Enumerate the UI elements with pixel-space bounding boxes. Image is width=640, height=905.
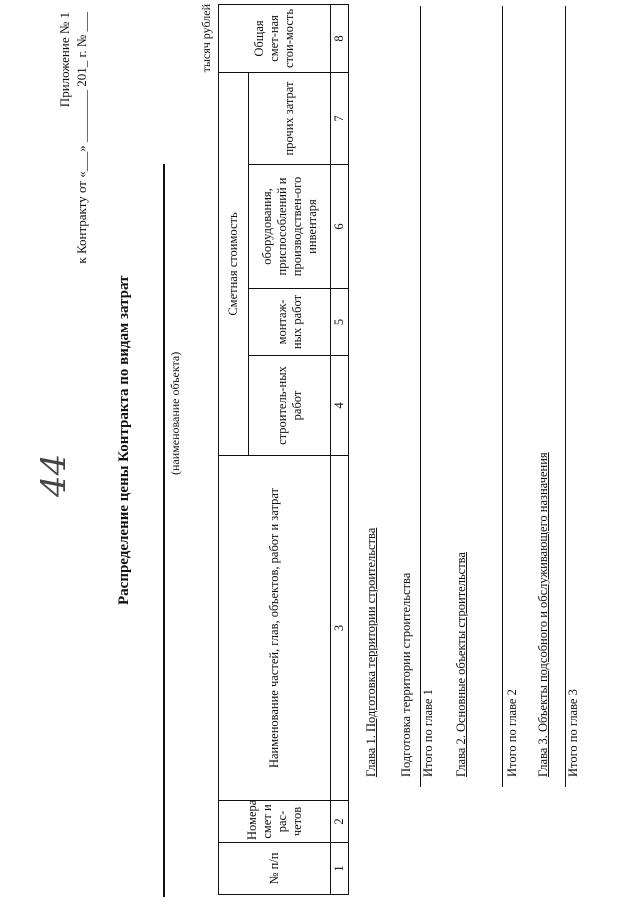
cost-table bbox=[218, 4, 349, 895]
subtotal-chapter-2: Итого по главе 2 bbox=[505, 689, 519, 777]
col-number: 3 bbox=[331, 456, 349, 801]
header-num: № п/п bbox=[219, 843, 331, 895]
header-total: Общая смет-ная стои-мость bbox=[219, 4, 331, 72]
handwritten-page-number: 44 bbox=[34, 453, 74, 497]
document-title: Распределение цены Контракта по видам затрат bbox=[116, 275, 132, 605]
col-number: 1 bbox=[331, 843, 349, 895]
col-number: 6 bbox=[331, 165, 349, 289]
header-construction: строитель-ных работ bbox=[249, 356, 331, 456]
header-equipment: оборудования, приспособлений и производствен-ого инвентаря bbox=[249, 165, 331, 289]
chapter-3-heading: Глава 3. Объекты подсобного и обслуживающего назначения bbox=[536, 452, 550, 777]
header-name: Наименование частей, глав, объектов, работ и затрат bbox=[219, 456, 331, 801]
col-number: 7 bbox=[331, 72, 349, 164]
appendix-line-1: Приложение № 1 bbox=[57, 12, 72, 108]
chapter-1-heading: Глава 1. Подготовка территории строительства bbox=[364, 527, 378, 777]
subtotal-chapter-1: Итого по главе 1 bbox=[421, 689, 435, 777]
col-number: 4 bbox=[331, 356, 349, 456]
chapter-2-heading: Глава 2. Основные объекты строительства bbox=[454, 552, 468, 777]
object-name-line bbox=[163, 164, 165, 897]
row-separator bbox=[565, 6, 566, 787]
subtotal-chapter-3: Итого по главе 3 bbox=[566, 689, 580, 777]
row-separator bbox=[420, 6, 421, 787]
units-label: тысяч рублей bbox=[199, 4, 213, 73]
object-name-caption: (наименование объекта) bbox=[168, 351, 182, 475]
col-number: 2 bbox=[331, 801, 349, 843]
row-site-preparation: Подготовка территории строительства bbox=[399, 572, 413, 777]
appendix-line-2: к Контракту от «___» ________ 201_ г. № ___ bbox=[74, 12, 89, 264]
row-separator bbox=[502, 6, 503, 787]
appendix-note bbox=[56, 12, 90, 264]
header-other: прочих затрат bbox=[249, 72, 331, 164]
header-estimate-numbers: Номера смет и рас-четов bbox=[219, 801, 331, 843]
col-number: 8 bbox=[331, 4, 349, 72]
header-installation: монтаж-ных работ bbox=[249, 289, 331, 356]
col-number: 5 bbox=[331, 289, 349, 356]
header-estimated-cost-group: Сметная стоимость bbox=[219, 72, 249, 455]
